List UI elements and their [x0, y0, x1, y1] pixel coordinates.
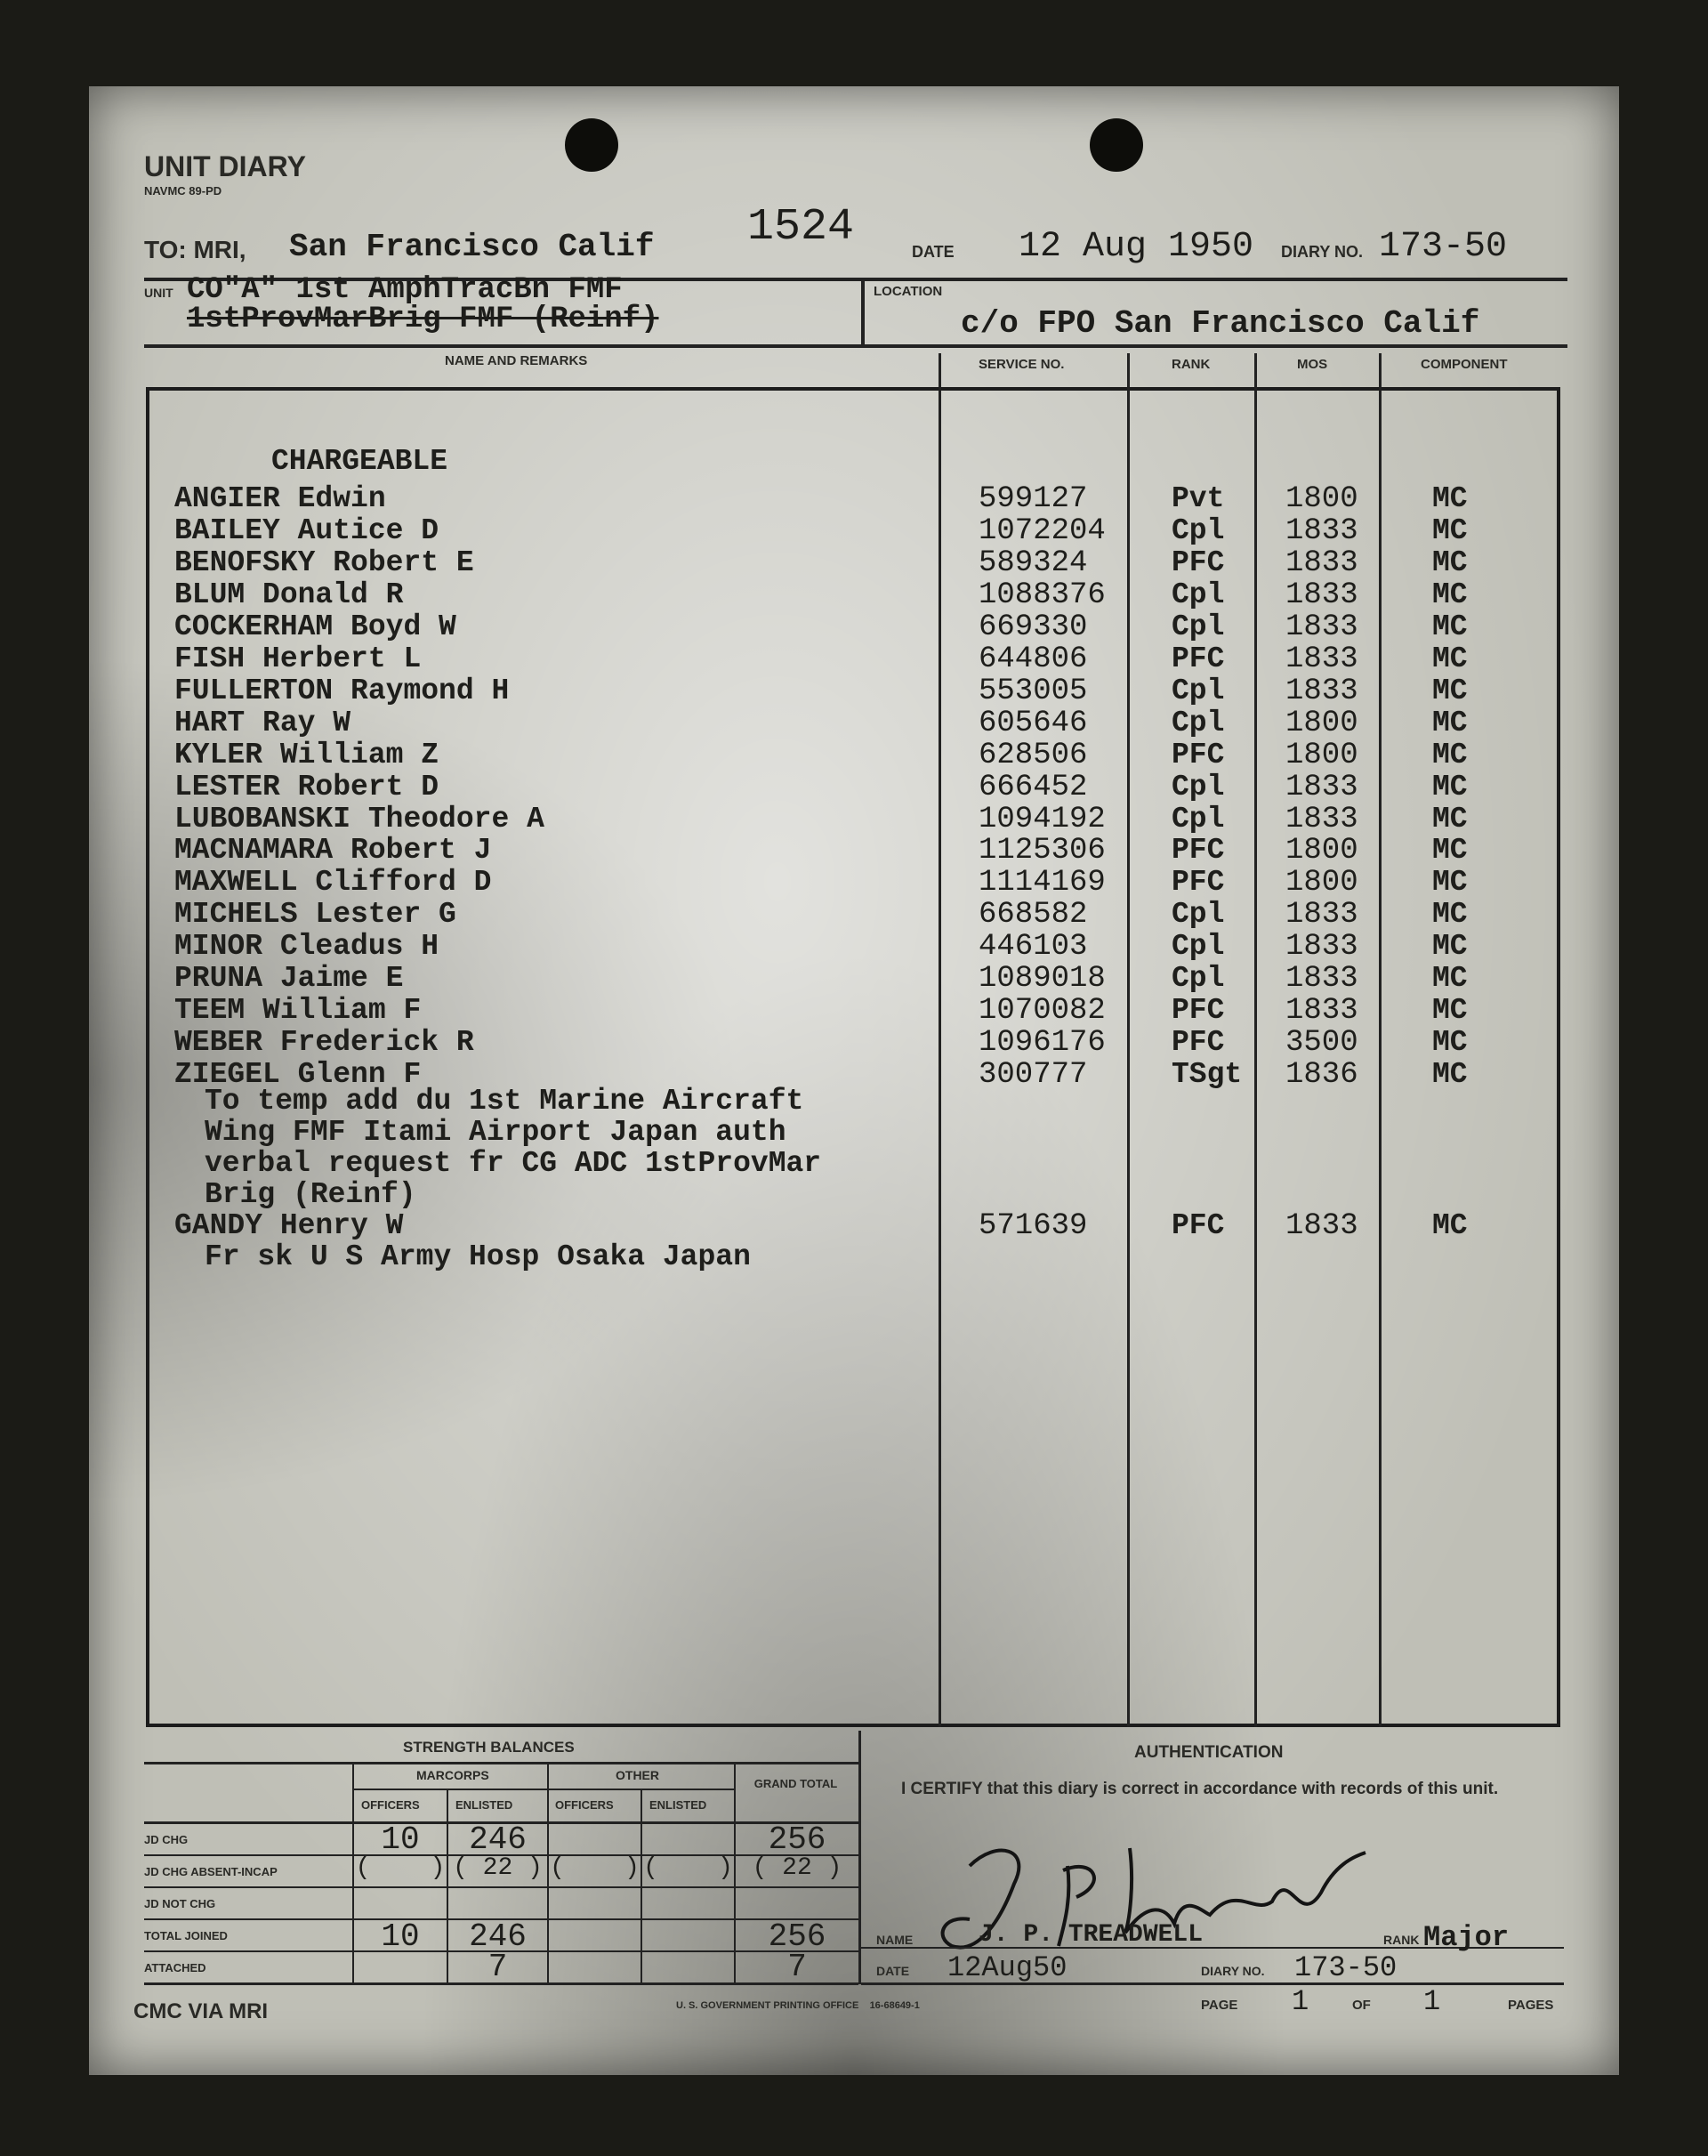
entry-component: MC: [1432, 1058, 1468, 1092]
remark-line: Brig (Reinf): [205, 1178, 416, 1211]
entry-rank: Cpl: [1172, 898, 1225, 932]
entry-name: WEBER Frederick R: [174, 1026, 474, 1060]
entry-component: MC: [1432, 545, 1468, 579]
absent-officers: ( ): [355, 1854, 446, 1882]
diary-no-value: 173-50: [1379, 227, 1508, 267]
remark-line: Wing FMF Itami Airport Japan auth: [205, 1116, 786, 1149]
entry-service: 628506: [979, 738, 1088, 772]
row-label: JD NOT CHG: [144, 1897, 216, 1910]
other-header: OTHER: [616, 1768, 659, 1782]
section-heading: CHARGEABLE: [271, 445, 448, 478]
to-value: San Francisco Calif: [289, 229, 655, 265]
entry-component: MC: [1432, 482, 1468, 515]
entry-mos: 1833: [1285, 962, 1358, 997]
marcorps-header: MARCORPS: [416, 1768, 489, 1782]
rule: [352, 1789, 734, 1790]
officers-header: OFFICERS: [555, 1798, 614, 1812]
remark-line: To temp add du 1st Marine Aircraft: [205, 1085, 804, 1118]
location-value: c/o FPO San Francisco Calif: [961, 305, 1480, 342]
entry-name: FISH Herbert L: [174, 642, 422, 675]
entry-mos: 1800: [1285, 738, 1358, 772]
entry-name: FULLERTON Raymond H: [174, 674, 510, 707]
diary-page: [89, 86, 1619, 2075]
entry-component: MC: [1432, 610, 1468, 643]
entry-component: MC: [1432, 706, 1468, 739]
entry-name: ZIEGEL Glenn F: [174, 1058, 422, 1092]
col-mos-header: MOS: [1297, 357, 1328, 372]
rule: [144, 1762, 858, 1764]
entry-rank: PFC: [1172, 1209, 1225, 1242]
entry-rank: Cpl: [1172, 930, 1225, 964]
entry-name: PRUNA Jaime E: [174, 962, 404, 996]
col-divider: [1254, 353, 1257, 1727]
entry-name: ANGIER Edwin: [174, 482, 386, 515]
entry-rank: Pvt: [1172, 482, 1225, 515]
punch-hole: [565, 118, 618, 172]
entry-rank: Cpl: [1172, 610, 1225, 643]
entry-mos: 1833: [1285, 610, 1358, 644]
name-value: J. P. TREADWELL: [979, 1921, 1204, 1949]
entry-component: MC: [1432, 802, 1468, 836]
entry-name: MACNAMARA Robert J: [174, 834, 492, 868]
enlisted-header: ENLISTED: [455, 1798, 513, 1812]
entry-mos: 1833: [1285, 770, 1358, 804]
entry-mos: 1833: [1285, 930, 1358, 965]
entry-mos: 1833: [1285, 577, 1358, 612]
col-divider: [1127, 353, 1130, 1727]
entry-service: 1088376: [979, 577, 1106, 612]
row-label: ATTACHED: [144, 1961, 206, 1974]
entry-name: BENOFSKY Robert E: [174, 545, 474, 579]
enlisted-header: ENLISTED: [649, 1798, 707, 1812]
row-label: JD CHG ABSENT-INCAP: [144, 1865, 278, 1878]
entry-service: 1114169: [979, 866, 1106, 900]
entry-service: 605646: [979, 706, 1088, 740]
to-label: TO: MRI,: [144, 236, 246, 263]
certify-text: I CERTIFY that this diary is correct in accordance with records of this unit.: [901, 1780, 1499, 1798]
diary-no-label: DIARY NO.: [1201, 1964, 1265, 1978]
grand-total-header: GRAND TOTAL: [753, 1777, 838, 1790]
entry-service: 1072204: [979, 513, 1106, 548]
entry-rank: PFC: [1172, 738, 1225, 771]
document-number: 1524: [747, 202, 855, 253]
auth-title: AUTHENTICATION: [1134, 1743, 1284, 1762]
entry-mos: 1833: [1285, 513, 1358, 548]
row-label: JD CHG: [144, 1833, 189, 1846]
entry-rank: Cpl: [1172, 513, 1225, 547]
col-name-header: NAME AND REMARKS: [445, 353, 588, 368]
rank-label: RANK: [1383, 1933, 1420, 1947]
entry-name: LUBOBANSKI Theodore A: [174, 802, 544, 836]
entry-service: 599127: [979, 482, 1088, 516]
entry-rank: PFC: [1172, 545, 1225, 579]
entry-rank: Cpl: [1172, 706, 1225, 739]
remark-line: verbal request fr CG ADC 1stProvMar: [205, 1147, 822, 1180]
unit-label: UNIT: [144, 286, 173, 300]
entry-rank: Cpl: [1172, 802, 1225, 836]
entry-component: MC: [1432, 962, 1468, 996]
entry-mos: 1833: [1285, 898, 1358, 933]
entry-rank: TSgt: [1172, 1058, 1243, 1092]
entry-rank: PFC: [1172, 1026, 1225, 1060]
jd-chg-total: 256: [768, 1821, 826, 1858]
rule: [144, 344, 1567, 348]
officers-header: OFFICERS: [361, 1798, 420, 1812]
entry-mos: 1800: [1285, 482, 1358, 516]
punch-hole: [1090, 118, 1143, 172]
entry-component: MC: [1432, 1209, 1468, 1242]
rule: [861, 278, 865, 344]
page-value: 1: [1292, 1985, 1309, 2018]
col-rank-header: RANK: [1172, 357, 1211, 372]
form-title: UNIT DIARY: [144, 150, 306, 182]
entry-mos: 1833: [1285, 674, 1358, 708]
absent-other-enlisted: ( ): [643, 1854, 733, 1882]
entry-rank: Cpl: [1172, 962, 1225, 996]
col-divider: [1379, 353, 1382, 1727]
entry-name: TEEM William F: [174, 994, 422, 1028]
entry-name: BLUM Donald R: [174, 577, 404, 611]
entry-component: MC: [1432, 994, 1468, 1028]
attached-total: 7: [787, 1949, 807, 1985]
entry-mos: 1833: [1285, 802, 1358, 836]
absent-total: ( 22 ): [752, 1854, 842, 1882]
entry-component: MC: [1432, 674, 1468, 707]
entry-mos: 1800: [1285, 706, 1358, 740]
entry-mos: 1800: [1285, 834, 1358, 868]
entry-service: 589324: [979, 545, 1088, 580]
entry-mos: 1833: [1285, 994, 1358, 1029]
entry-name: MINOR Cleadus H: [174, 930, 439, 964]
entry-name: KYLER William Z: [174, 738, 439, 771]
entry-rank: PFC: [1172, 994, 1225, 1028]
entry-component: MC: [1432, 642, 1468, 675]
entry-component: MC: [1432, 898, 1468, 932]
total-joined-total: 256: [768, 1918, 826, 1955]
entry-service: 446103: [979, 930, 1088, 965]
entry-name: COCKERHAM Boyd W: [174, 610, 456, 643]
date-label: DATE: [876, 1964, 910, 1978]
total-joined-officers: 10: [381, 1918, 420, 1955]
auth-diary-value: 173-50: [1294, 1951, 1398, 1984]
entry-rank: Cpl: [1172, 674, 1225, 707]
location-label: LOCATION: [874, 284, 943, 299]
entry-rank: Cpl: [1172, 770, 1225, 803]
of-label: OF: [1352, 1998, 1371, 2013]
pages-label: PAGES: [1508, 1998, 1554, 2013]
form-subtitle: NAVMC 89-PD: [144, 184, 222, 198]
entry-service: 300777: [979, 1058, 1088, 1093]
entry-name: BAILEY Autice D: [174, 513, 439, 547]
entry-component: MC: [1432, 834, 1468, 868]
entry-service: 666452: [979, 770, 1088, 804]
entry-mos: 1833: [1285, 642, 1358, 676]
entry-service: 1070082: [979, 994, 1106, 1029]
entry-mos: 3500: [1285, 1026, 1358, 1061]
rank-value: Major: [1423, 1921, 1510, 1954]
entry-mos: 1836: [1285, 1058, 1358, 1093]
col-component-header: COMPONENT: [1421, 357, 1508, 372]
entry-component: MC: [1432, 738, 1468, 771]
entry-name: GANDY Henry W: [174, 1209, 404, 1242]
entry-service: 1089018: [979, 962, 1106, 997]
entry-name: HART Ray W: [174, 706, 351, 739]
entry-service: 1094192: [979, 802, 1106, 836]
name-label: NAME: [876, 1933, 914, 1947]
entry-rank: PFC: [1172, 866, 1225, 900]
remark-line: Fr sk U S Army Hosp Osaka Japan: [205, 1240, 751, 1273]
entry-name: MICHELS Lester G: [174, 898, 456, 932]
absent-other-officers: ( ): [550, 1854, 640, 1882]
entry-name: LESTER Robert D: [174, 770, 439, 803]
col-divider: [939, 353, 941, 1727]
entry-mos: 1833: [1285, 545, 1358, 580]
entry-component: MC: [1432, 930, 1468, 964]
rule: [144, 1886, 858, 1888]
attached-enlisted: 7: [487, 1949, 508, 1985]
entry-service: 669330: [979, 610, 1088, 644]
of-value: 1: [1423, 1985, 1441, 2018]
entry-component: MC: [1432, 513, 1468, 547]
entry-component: MC: [1432, 866, 1468, 900]
entry-component: MC: [1432, 770, 1468, 803]
entry-name: MAXWELL Clifford D: [174, 866, 492, 900]
date-label: DATE: [912, 243, 955, 261]
unit-line2: 1stProvMarBrig FMF (Reinf): [187, 303, 659, 336]
jd-chg-enlisted: 246: [469, 1821, 527, 1858]
diary-no-label: DIARY NO.: [1281, 243, 1364, 261]
date-value: 12 Aug 1950: [1019, 227, 1254, 267]
auth-date-value: 12Aug50: [947, 1951, 1068, 1984]
entry-service: 668582: [979, 898, 1088, 933]
col-service-header: SERVICE NO.: [979, 357, 1065, 372]
entry-rank: PFC: [1172, 834, 1225, 868]
entry-service: 1096176: [979, 1026, 1106, 1061]
unit-line1: CO"A" 1st AmphTracBn FMF: [187, 273, 623, 307]
entry-service: 553005: [979, 674, 1088, 708]
jd-chg-officers: 10: [381, 1821, 420, 1858]
entry-rank: Cpl: [1172, 577, 1225, 611]
entry-service: 644806: [979, 642, 1088, 676]
entry-service: 1125306: [979, 834, 1106, 868]
printer-imprint: U. S. GOVERNMENT PRINTING OFFICE 16-68649-1: [676, 2000, 920, 2011]
entry-mos: 1800: [1285, 866, 1358, 900]
row-label: TOTAL JOINED: [144, 1929, 228, 1942]
entry-mos: 1833: [1285, 1209, 1358, 1243]
entry-component: MC: [1432, 577, 1468, 611]
entry-component: MC: [1432, 1026, 1468, 1060]
page-label: PAGE: [1201, 1998, 1238, 2013]
entry-rank: PFC: [1172, 642, 1225, 675]
total-joined-enlisted: 246: [469, 1918, 527, 1955]
footer-via: CMC VIA MRI: [133, 1999, 269, 2023]
absent-enlisted: ( 22 ): [453, 1854, 543, 1882]
entry-service: 571639: [979, 1209, 1088, 1243]
strength-title: STRENGTH BALANCES: [403, 1739, 575, 1756]
